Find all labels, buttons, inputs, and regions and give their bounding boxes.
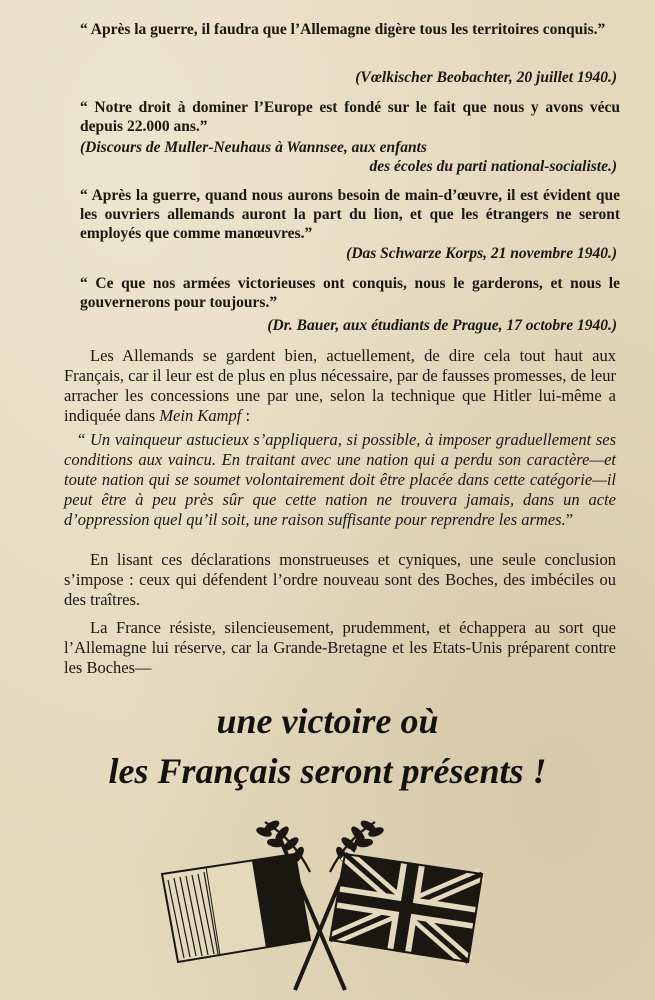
citation-open-quote: “: [78, 430, 90, 449]
slogan-line-1: une victoire où: [216, 701, 439, 741]
crossed-flags-illustration: [160, 812, 490, 992]
paragraph-3: [64, 618, 616, 678]
paragraph-1-text: Les Allemands se gardent bien, actuellement, de dire cela tout haut aux Français, car il leur est de plus en plus nécessaire, par de fausses promesses, de leur arracher les concessions une par une, selon la technique que Hitler lui-même a indiquée dans: [64, 346, 616, 425]
quote-3-source: (Das Schwarze Korps, 21 novembre 1940.): [346, 245, 617, 262]
paragraph-1: [64, 346, 616, 426]
quote-2-source-line1: (Discours de Muller-Neuhaus à Wannsee, aux enfants: [80, 139, 427, 156]
quote-4-source: (Dr. Bauer, aux étudiants de Prague, 17 octobre 1940.): [267, 317, 617, 334]
citation-text: Un vainqueur astucieux s’appliquera, si possible, à imposer graduellement ses conditions aux vaincu. En traitant avec une nation qui a perdu son caractère—et toute nation qui se soumet volontairement doit être placée dans cette catégorie—il peut être à peu près sûr que cette nation ne trouvera jamais, dans un acte d’oppression quel qu’il soit, une raison suffisante pour reprendre les armes.: [64, 430, 616, 529]
quote-1-source: (Vœlkischer Beobachter, 20 juillet 1940.): [355, 69, 617, 86]
slogan-line-2: les Français seront présents !: [108, 751, 547, 791]
union-jack-icon: [330, 854, 482, 962]
quote-1-text: “ Après la guerre, il faudra que l’Allemagne digère tous les territoires conquis.”: [80, 21, 606, 38]
french-flag-icon: [162, 854, 310, 962]
quote-4-text: “ Ce que nos armées victorieuses ont conquis, nous le garderons, et nous le gouvernerons pour toujours.”: [80, 275, 620, 311]
paragraph-2: [64, 550, 616, 610]
quote-2-source-line2: des écoles du parti national-socialiste.): [369, 158, 617, 175]
mein-kampf-citation: [64, 430, 616, 530]
quote-3-text: “ Après la guerre, quand nous aurons besoin de main-d’œuvre, il est évident que les ouvriers allemands auront la part du lion, et que les étrangers ne seront employés que comme manœuvres.”: [80, 187, 620, 242]
citation-close-quote: ”: [565, 510, 574, 529]
paragraph-1-end: :: [241, 406, 251, 425]
paragraph-3-text: La France résiste, silencieusement, prudemment, et échappera au sort que l’Allemagne lui réserve, car la Grande-Bretagne et les Etats-Unis préparent contre les Boches—: [64, 618, 616, 677]
paragraph-2-text: En lisant ces déclarations monstrueuses et cyniques, une seule conclusion s’impose : ceux qui défendent l’ordre nouveau sont des Boches, des imbéciles ou des traîtres.: [64, 550, 616, 609]
quote-2-text: “ Notre droit à dominer l’Europe est fondé sur le fait que nous y avons vécu depuis 22.000 ans.”: [80, 99, 620, 135]
paragraph-1-book-title: Mein Kampf: [159, 406, 242, 425]
